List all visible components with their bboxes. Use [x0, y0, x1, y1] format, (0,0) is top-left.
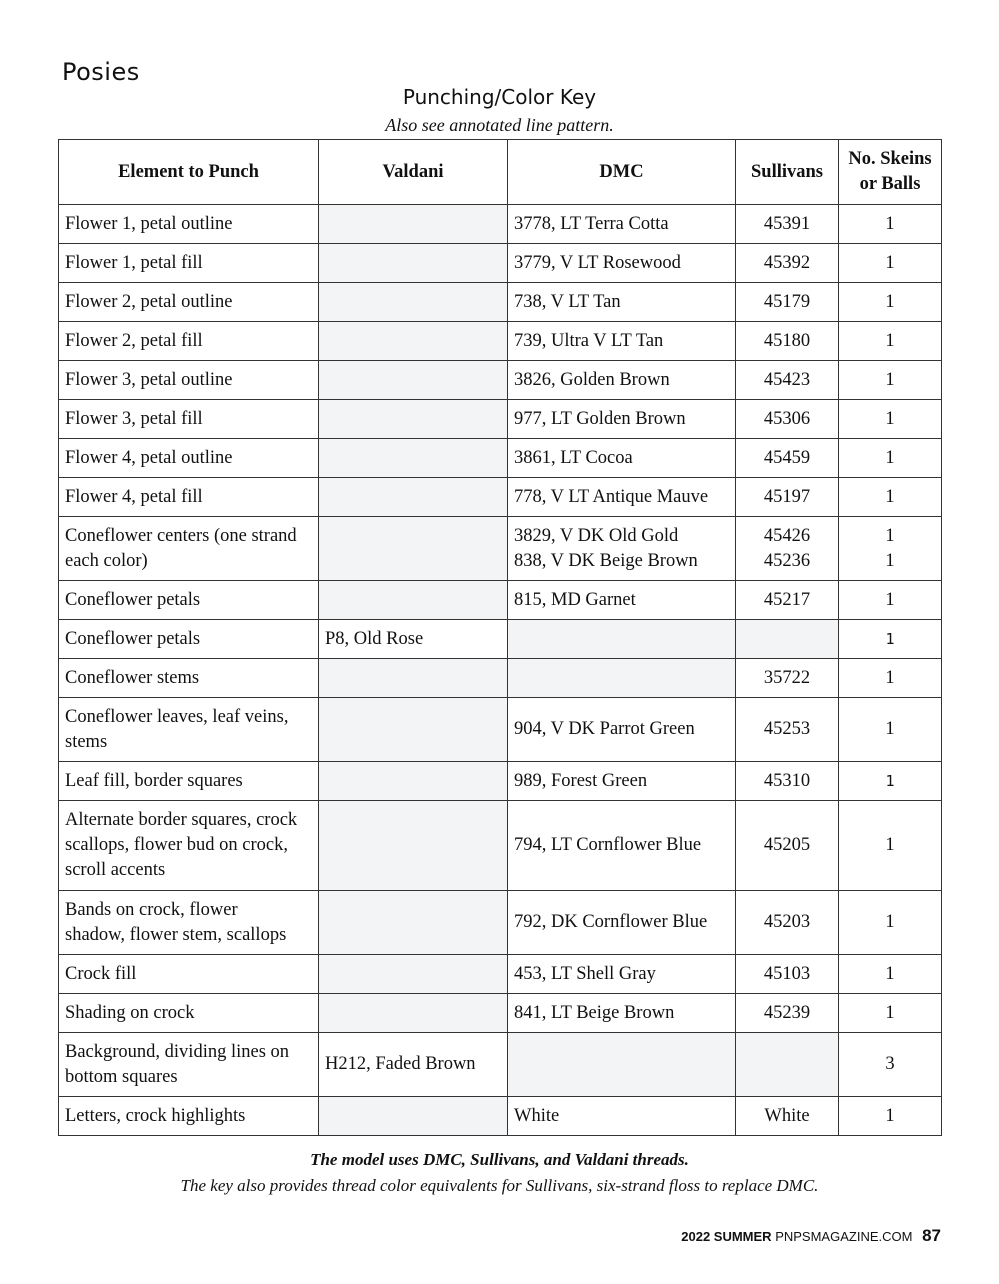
cell-dmc: 904, V DK Parrot Green: [508, 698, 736, 762]
cell-quantity: 1: [839, 400, 942, 439]
key-note: Also see annotated line pattern.: [385, 115, 614, 135]
cell-quantity: 1: [839, 478, 942, 517]
cell-dmc: 3779, V LT Rosewood: [508, 244, 736, 283]
cell-element: Background, dividing lines on bottom squares: [59, 1033, 319, 1097]
cell-sullivans: 45306: [736, 400, 839, 439]
cell-dmc: 841, LT Beige Brown: [508, 994, 736, 1033]
footnote-equivalents: The key also provides thread color equivalents for Sullivans, six-strand floss to replace DMC.: [180, 1176, 819, 1195]
cell-dmc: 739, Ultra V LT Tan: [508, 322, 736, 361]
cell-sullivans: 45253: [736, 698, 839, 762]
cell-valdani: [319, 698, 508, 762]
table-row: [59, 244, 942, 283]
cell-element: Leaf fill, border squares: [59, 762, 319, 801]
cell-element: Coneflower stems: [59, 659, 319, 698]
cell-element: Bands on crock, flower shadow, flower stem, scallops: [59, 891, 319, 955]
table-header-row: [59, 140, 942, 205]
cell-element: Shading on crock: [59, 994, 319, 1033]
cell-element: Coneflower petals: [59, 581, 319, 620]
cell-sullivans: 45180: [736, 322, 839, 361]
cell-valdani: [319, 205, 508, 244]
col-header-valdani: Valdani: [319, 140, 508, 205]
cell-dmc: 778, V LT Antique Mauve: [508, 478, 736, 517]
cell-element: Flower 2, petal outline: [59, 283, 319, 322]
cell-dmc: 792, DK Cornflower Blue: [508, 891, 736, 955]
col-header-element: Element to Punch: [59, 140, 319, 205]
cell-element: Crock fill: [59, 955, 319, 994]
cell-element: Flower 3, petal fill: [59, 400, 319, 439]
cell-quantity: 1: [839, 659, 942, 698]
table-row: [59, 517, 942, 581]
cell-dmc: 3829, V DK Old Gold 838, V DK Beige Brown: [508, 517, 736, 581]
cell-quantity: 1: [839, 244, 942, 283]
page-footer: [681, 1226, 941, 1246]
cell-valdani: [319, 361, 508, 400]
cell-element: Coneflower centers (one strand each color): [59, 517, 319, 581]
cell-quantity: 1: [839, 801, 942, 891]
cell-quantity: 1: [839, 955, 942, 994]
table-row: [59, 659, 942, 698]
cell-valdani: [319, 994, 508, 1033]
cell-quantity: 1: [839, 205, 942, 244]
cell-dmc: 794, LT Cornflower Blue: [508, 801, 736, 891]
cell-dmc: [508, 620, 736, 659]
cell-sullivans: 45103: [736, 955, 839, 994]
col-header-dmc: DMC: [508, 140, 736, 205]
col-header-sullivans: Sullivans: [736, 140, 839, 205]
cell-quantity: 1: [839, 762, 942, 801]
cell-valdani: [319, 244, 508, 283]
table-row: [59, 361, 942, 400]
table-row: [59, 478, 942, 517]
site-label: PNPSMAGAZINE.COM: [775, 1229, 913, 1244]
cell-valdani: [319, 478, 508, 517]
footnote-threads: The model uses DMC, Sullivans, and Valdani threads.: [310, 1150, 689, 1169]
cell-valdani: P8, Old Rose: [319, 620, 508, 659]
cell-dmc: 977, LT Golden Brown: [508, 400, 736, 439]
cell-quantity: 3: [839, 1033, 942, 1097]
cell-valdani: [319, 400, 508, 439]
cell-valdani: [319, 1097, 508, 1136]
cell-element: Letters, crock highlights: [59, 1097, 319, 1136]
key-subtitle: Punching/Color Key: [402, 85, 597, 109]
cell-quantity: 1: [839, 361, 942, 400]
table-row: [59, 762, 942, 801]
page-number: 87: [922, 1226, 941, 1245]
cell-valdani: [319, 283, 508, 322]
cell-quantity: 1: [839, 994, 942, 1033]
cell-quantity: 1: [839, 439, 942, 478]
table-row: [59, 994, 942, 1033]
cell-element: Flower 4, petal outline: [59, 439, 319, 478]
cell-sullivans: 45239: [736, 994, 839, 1033]
table-row: [59, 955, 942, 994]
cell-sullivans: 45203: [736, 891, 839, 955]
cell-sullivans: 45205: [736, 801, 839, 891]
cell-valdani: [319, 955, 508, 994]
color-key-table: [58, 139, 942, 1136]
cell-dmc: 3826, Golden Brown: [508, 361, 736, 400]
cell-dmc: [508, 1033, 736, 1097]
cell-valdani: [319, 659, 508, 698]
cell-dmc: 3861, LT Cocoa: [508, 439, 736, 478]
cell-quantity: 1: [839, 1097, 942, 1136]
cell-dmc: 815, MD Garnet: [508, 581, 736, 620]
cell-element: Alternate border squares, crock scallops, flower bud on crock, scroll accents: [59, 801, 319, 891]
cell-sullivans: 45197: [736, 478, 839, 517]
cell-valdani: H212, Faded Brown: [319, 1033, 508, 1097]
issue-label: 2022 SUMMER: [681, 1229, 772, 1244]
cell-sullivans: 45459: [736, 439, 839, 478]
table-row: [59, 891, 942, 955]
cell-dmc: [508, 659, 736, 698]
table-row: [59, 400, 942, 439]
table-row: [59, 620, 942, 659]
table-row: [59, 283, 942, 322]
table-row: [59, 322, 942, 361]
cell-valdani: [319, 322, 508, 361]
cell-element: Flower 1, petal outline: [59, 205, 319, 244]
cell-quantity: 1: [839, 891, 942, 955]
table-row: [59, 698, 942, 762]
cell-dmc: 738, V LT Tan: [508, 283, 736, 322]
cell-sullivans: 45179: [736, 283, 839, 322]
cell-dmc: 989, Forest Green: [508, 762, 736, 801]
cell-quantity: 1 1: [839, 517, 942, 581]
page-title: Posies: [62, 58, 140, 86]
cell-sullivans: [736, 1033, 839, 1097]
cell-element: Flower 2, petal fill: [59, 322, 319, 361]
cell-sullivans: 45392: [736, 244, 839, 283]
cell-sullivans: 45423: [736, 361, 839, 400]
cell-element: Flower 3, petal outline: [59, 361, 319, 400]
cell-quantity: 1: [839, 698, 942, 762]
cell-quantity: 1: [839, 581, 942, 620]
cell-element: Coneflower leaves, leaf veins, stems: [59, 698, 319, 762]
cell-valdani: [319, 517, 508, 581]
table-row: [59, 581, 942, 620]
cell-quantity: 1: [839, 283, 942, 322]
cell-dmc: White: [508, 1097, 736, 1136]
table-row: [59, 1097, 942, 1136]
table-row: [59, 439, 942, 478]
cell-valdani: [319, 891, 508, 955]
cell-quantity: 1: [839, 620, 942, 659]
cell-dmc: 3778, LT Terra Cotta: [508, 205, 736, 244]
table-row: [59, 205, 942, 244]
cell-sullivans: 45426 45236: [736, 517, 839, 581]
cell-valdani: [319, 801, 508, 891]
col-header-quantity: No. Skeins or Balls: [839, 140, 942, 205]
cell-element: Coneflower petals: [59, 620, 319, 659]
cell-quantity: 1: [839, 322, 942, 361]
table-row: [59, 1033, 942, 1097]
cell-sullivans: 45217: [736, 581, 839, 620]
cell-valdani: [319, 581, 508, 620]
cell-sullivans: [736, 620, 839, 659]
cell-element: Flower 1, petal fill: [59, 244, 319, 283]
cell-sullivans: 45391: [736, 205, 839, 244]
cell-sullivans: White: [736, 1097, 839, 1136]
cell-valdani: [319, 762, 508, 801]
table-row: [59, 801, 942, 891]
cell-sullivans: 45310: [736, 762, 839, 801]
cell-dmc: 453, LT Shell Gray: [508, 955, 736, 994]
cell-valdani: [319, 439, 508, 478]
cell-sullivans: 35722: [736, 659, 839, 698]
cell-element: Flower 4, petal fill: [59, 478, 319, 517]
